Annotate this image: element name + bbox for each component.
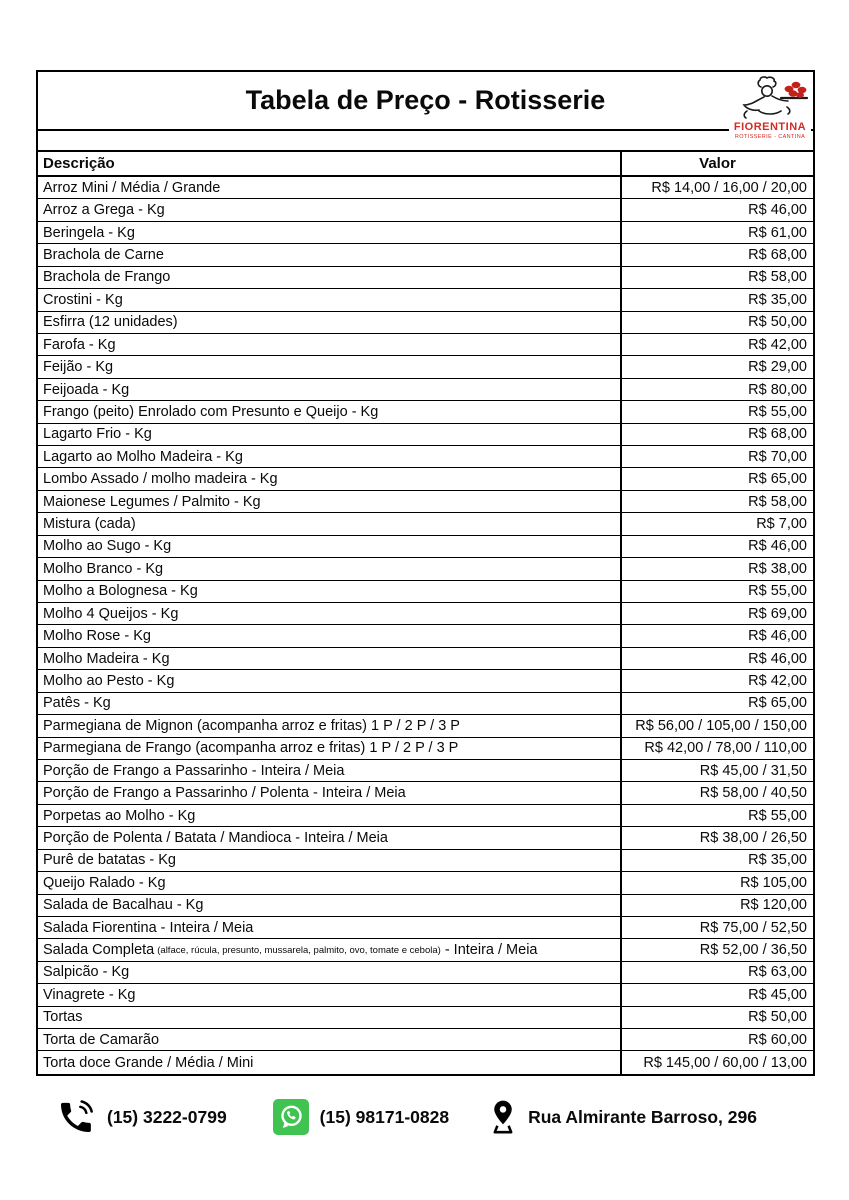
row-description: Purê de batatas - Kg [38, 850, 622, 871]
row-description: Molho ao Sugo - Kg [38, 536, 622, 557]
row-value: R$ 61,00 [748, 224, 807, 241]
table-row [38, 267, 813, 289]
row-description-note: (alface, rúcula, presunto, mussarela, palmito, ovo, tomate e cebola) [157, 944, 441, 956]
row-description: Molho Rose - Kg [38, 625, 622, 646]
row-value: R$ 58,00 [748, 269, 807, 286]
table-row [38, 468, 813, 490]
table-row [38, 625, 813, 647]
table-row [38, 424, 813, 446]
phone-number: (15) 3222-0799 [107, 1106, 227, 1127]
row-value: R$ 65,00 [748, 471, 807, 488]
table-row [38, 199, 813, 221]
table-row [38, 513, 813, 535]
row-description: Crostini - Kg [38, 289, 622, 310]
row-value: R$ 120,00 [740, 897, 807, 914]
table-row [38, 312, 813, 334]
table-row [38, 1007, 813, 1029]
row-description: Mistura (cada) [38, 513, 622, 534]
row-description: Arroz a Grega - Kg [38, 199, 622, 220]
row-description: Arroz Mini / Média / Grande [38, 177, 622, 198]
row-description: Patês - Kg [38, 693, 622, 714]
row-description: Molho Branco - Kg [38, 558, 622, 579]
row-description: Porção de Frango a Passarinho - Inteira / Meia [38, 760, 622, 781]
chef-with-roast-tray-icon [729, 75, 811, 121]
row-description: Frango (peito) Enrolado com Presunto e Queijo - Kg [38, 401, 622, 422]
row-value: R$ 46,00 [748, 538, 807, 555]
spacer-row [38, 131, 813, 152]
phone-icon [56, 1097, 96, 1137]
row-value: R$ 50,00 [748, 314, 807, 331]
row-description: Parmegiana de Mignon (acompanha arroz e fritas) 1 P / 2 P / 3 P [38, 715, 622, 736]
table-row [38, 177, 813, 199]
row-description: Lombo Assado / molho madeira - Kg [38, 468, 622, 489]
table-row [38, 670, 813, 692]
whatsapp-number: (15) 98171-0828 [319, 1106, 450, 1127]
row-value: R$ 42,00 / 78,00 / 110,00 [644, 740, 807, 757]
row-value: R$ 55,00 [748, 583, 807, 600]
table-row [38, 827, 813, 849]
row-description: Torta de Camarão [38, 1029, 622, 1050]
table-row [38, 446, 813, 468]
brand-logo [729, 75, 811, 142]
row-value: R$ 65,00 [748, 695, 807, 712]
table-row [38, 558, 813, 580]
row-description: Brachola de Carne [38, 244, 622, 265]
table-row [38, 693, 813, 715]
column-header-value: Valor [699, 155, 736, 172]
row-value: R$ 42,00 [748, 672, 807, 689]
table-row [38, 715, 813, 737]
row-value: R$ 38,00 [748, 560, 807, 577]
table-row [38, 782, 813, 804]
row-value: R$ 14,00 / 16,00 / 20,00 [651, 179, 807, 196]
row-value: R$ 38,00 / 26,50 [699, 829, 807, 846]
row-description: Parmegiana de Frango (acompanha arroz e fritas) 1 P / 2 P / 3 P [38, 738, 622, 759]
row-value: R$ 50,00 [748, 1009, 807, 1026]
price-table-body [38, 177, 813, 1074]
row-description: Vinagrete - Kg [38, 984, 622, 1005]
table-row [38, 1029, 813, 1051]
row-description: Molho Madeira - Kg [38, 648, 622, 669]
whatsapp-icon [273, 1099, 309, 1135]
table-row [38, 1051, 813, 1073]
row-description: Porção de Frango a Passarinho / Polenta - Inteira / Meia [38, 782, 622, 803]
row-value: R$ 42,00 [748, 336, 807, 353]
table-row [38, 334, 813, 356]
brand-name: FIORENTINA [733, 121, 807, 133]
row-description: Tortas [38, 1007, 622, 1028]
table-row [38, 962, 813, 984]
table-row [38, 738, 813, 760]
row-value: R$ 46,00 [748, 628, 807, 645]
table-row [38, 895, 813, 917]
table-row [38, 356, 813, 378]
row-value: R$ 46,00 [748, 202, 807, 219]
whatsapp-contact [273, 1099, 449, 1135]
row-description: Maionese Legumes / Palmito - Kg [38, 491, 622, 512]
row-value: R$ 80,00 [748, 381, 807, 398]
row-value: R$ 35,00 [748, 852, 807, 869]
row-description: Salada Fiorentina - Inteira / Meia [38, 917, 622, 938]
title-row [38, 72, 813, 140]
address-text: Rua Almirante Barroso, 296 [528, 1106, 757, 1127]
row-description: Esfirra (12 unidades) [38, 312, 622, 333]
row-description: Molho a Bolognesa - Kg [38, 581, 622, 602]
table-row [38, 222, 813, 244]
price-sheet [36, 70, 815, 1076]
row-value: R$ 105,00 [740, 874, 807, 891]
phone-contact [56, 1097, 227, 1137]
page-title: Tabela de Preço - Rotisserie [245, 85, 606, 115]
row-value: R$ 68,00 [748, 426, 807, 443]
table-row [38, 491, 813, 513]
row-description: Queijo Ralado - Kg [38, 872, 622, 893]
table-row [38, 603, 813, 625]
row-value: R$ 7,00 [756, 516, 807, 533]
row-value: R$ 29,00 [748, 359, 807, 376]
table-row [38, 244, 813, 266]
row-description: Feijoada - Kg [38, 379, 622, 400]
row-value: R$ 52,00 / 36,50 [699, 942, 807, 959]
row-description: Feijão - Kg [38, 356, 622, 377]
table-row [38, 872, 813, 894]
table-row [38, 581, 813, 603]
table-row [38, 401, 813, 423]
table-row [38, 917, 813, 939]
row-description: Porpetas ao Molho - Kg [38, 805, 622, 826]
row-value: R$ 45,00 [748, 986, 807, 1003]
row-description: Salpicão - Kg [38, 962, 622, 983]
location-pin-icon [489, 1098, 517, 1136]
row-value: R$ 60,00 [748, 1031, 807, 1048]
row-description: Porção de Polenta / Batata / Mandioca - Inteira / Meia [38, 827, 622, 848]
row-value: R$ 75,00 / 52,50 [699, 919, 807, 936]
row-description: Salada Completa (alface, rúcula, presunto, mussarela, palmito, ovo, tomate e cebola) - Inteira / Meia [38, 939, 622, 960]
table-header-row [38, 152, 813, 177]
row-value: R$ 55,00 [748, 807, 807, 824]
row-value: R$ 58,00 [748, 493, 807, 510]
row-value: R$ 35,00 [748, 291, 807, 308]
row-value: R$ 70,00 [748, 448, 807, 465]
table-row [38, 805, 813, 827]
row-description: Molho ao Pesto - Kg [38, 670, 622, 691]
row-value: R$ 45,00 / 31,50 [699, 762, 807, 779]
row-value: R$ 145,00 / 60,00 / 13,00 [643, 1054, 807, 1071]
row-value: R$ 58,00 / 40,50 [699, 785, 807, 802]
row-value: R$ 46,00 [748, 650, 807, 667]
brand-tagline: ROTISSERIE - CANTINA [734, 133, 806, 140]
table-row [38, 984, 813, 1006]
row-value: R$ 69,00 [748, 605, 807, 622]
contact-footer [36, 1092, 815, 1142]
row-value: R$ 68,00 [748, 246, 807, 263]
table-row [38, 289, 813, 311]
row-description: Farofa - Kg [38, 334, 622, 355]
row-description: Molho 4 Queijos - Kg [38, 603, 622, 624]
table-row [38, 536, 813, 558]
column-header-description: Descrição [38, 152, 622, 175]
table-row [38, 379, 813, 401]
table-row [38, 939, 813, 961]
row-description: Torta doce Grande / Média / Mini [38, 1051, 622, 1073]
row-description: Lagarto ao Molho Madeira - Kg [38, 446, 622, 467]
table-row [38, 760, 813, 782]
row-description: Beringela - Kg [38, 222, 622, 243]
address-contact [489, 1098, 757, 1136]
row-value: R$ 56,00 / 105,00 / 150,00 [635, 717, 807, 734]
row-description: Brachola de Frango [38, 267, 622, 288]
table-row [38, 850, 813, 872]
row-value: R$ 63,00 [748, 964, 807, 981]
table-row [38, 648, 813, 670]
row-value: R$ 55,00 [748, 403, 807, 420]
row-description: Salada de Bacalhau - Kg [38, 895, 622, 916]
row-description: Lagarto Frio - Kg [38, 424, 622, 445]
